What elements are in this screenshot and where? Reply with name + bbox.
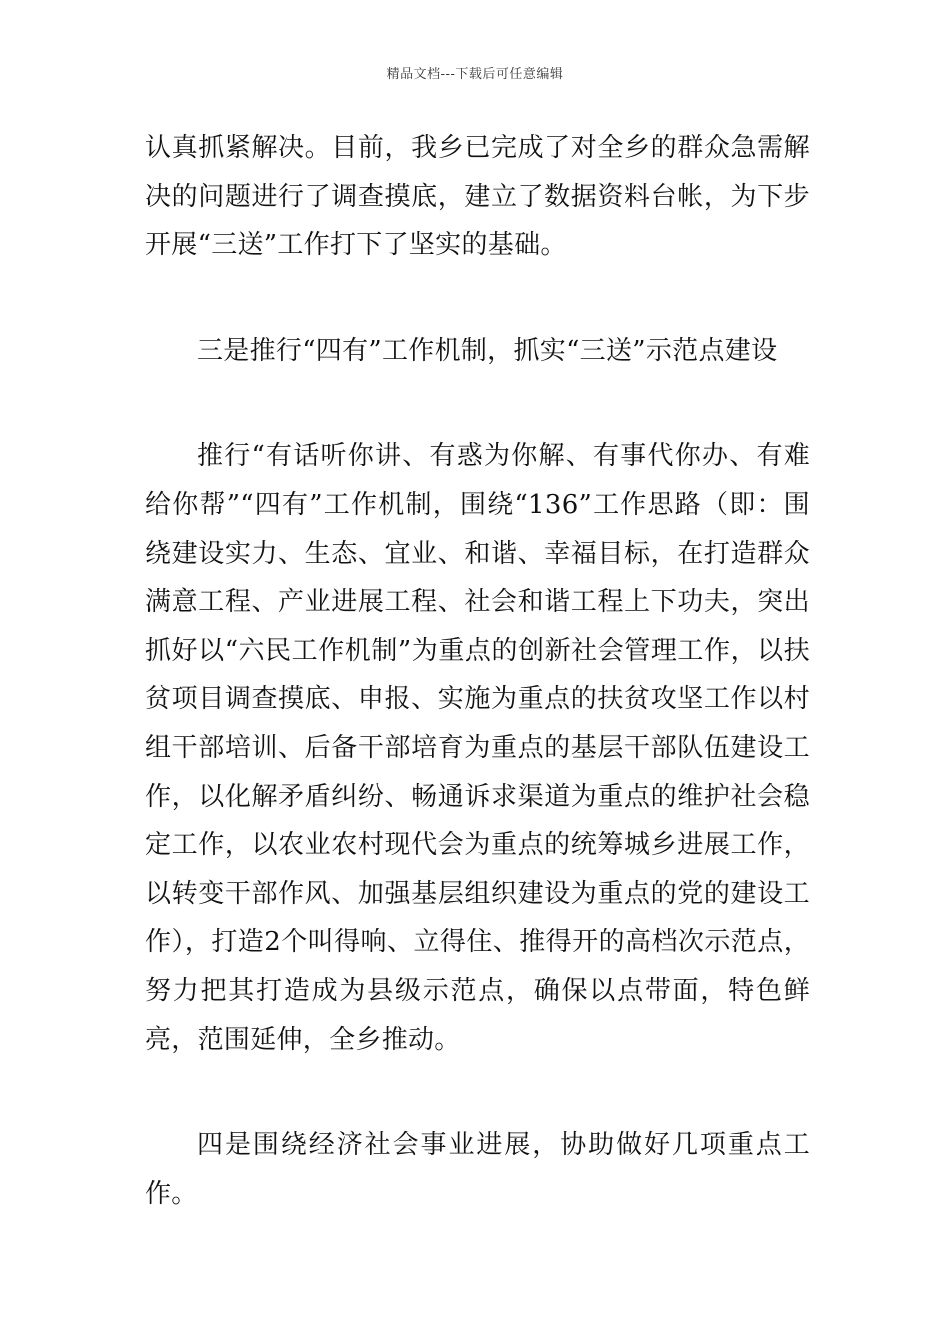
document-body: [145, 124, 810, 1218]
section-heading-three: 三是推行“四有”工作机制，抓实“三送”示范点建设: [197, 335, 778, 366]
paragraph-gap: [145, 375, 810, 432]
paragraph-gap: [145, 1064, 810, 1121]
section-heading-four: 四是围绕经济社会事业进展，协助做好几项重点工作。: [145, 1130, 810, 1209]
paragraph-four-have-mechanism: 推行“有话听你讲、有惑为你解、有事代你办、有难给你帮”“四有”工作机制，围绕“136”工作思路（即：围绕建设实力、生态、宜业、和谐、幸福目标，在打造群众满意工程、产业进展工程、社会和谐工程上下功夫，突出抓好以“六民工作机制”为重点的创新社会管理工作，以扶贫项目调查摸底、申报、实施为重点的扶贫攻坚工作以村组干部培训、后备干部培育为重点的基层干部队伍建设工作，以化解矛盾纠纷、畅通诉求渠道为重点的维护社会稳定工作，以农业农村现代会为重点的统筹城乡进展工作，以转变干部作风、加强基层组织建设为重点的党的建设工作），打造2个叫得响、立得住、推得开的高档次示范点，努力把其打造成为县级示范点，确保以点带面，特色鲜亮，范围延伸，全乡推动。: [145, 441, 810, 1055]
paragraph-gap: [145, 270, 810, 327]
page-header: 精品文档---下载后可任意编辑: [386, 67, 564, 82]
paragraph-continuation: 认真抓紧解决。目前，我乡已完成了对全乡的群众急需解决的问题进行了调查摸底，建立了数据资料台帐，为下步开展“三送”工作打下了坚实的基础。: [145, 133, 810, 261]
